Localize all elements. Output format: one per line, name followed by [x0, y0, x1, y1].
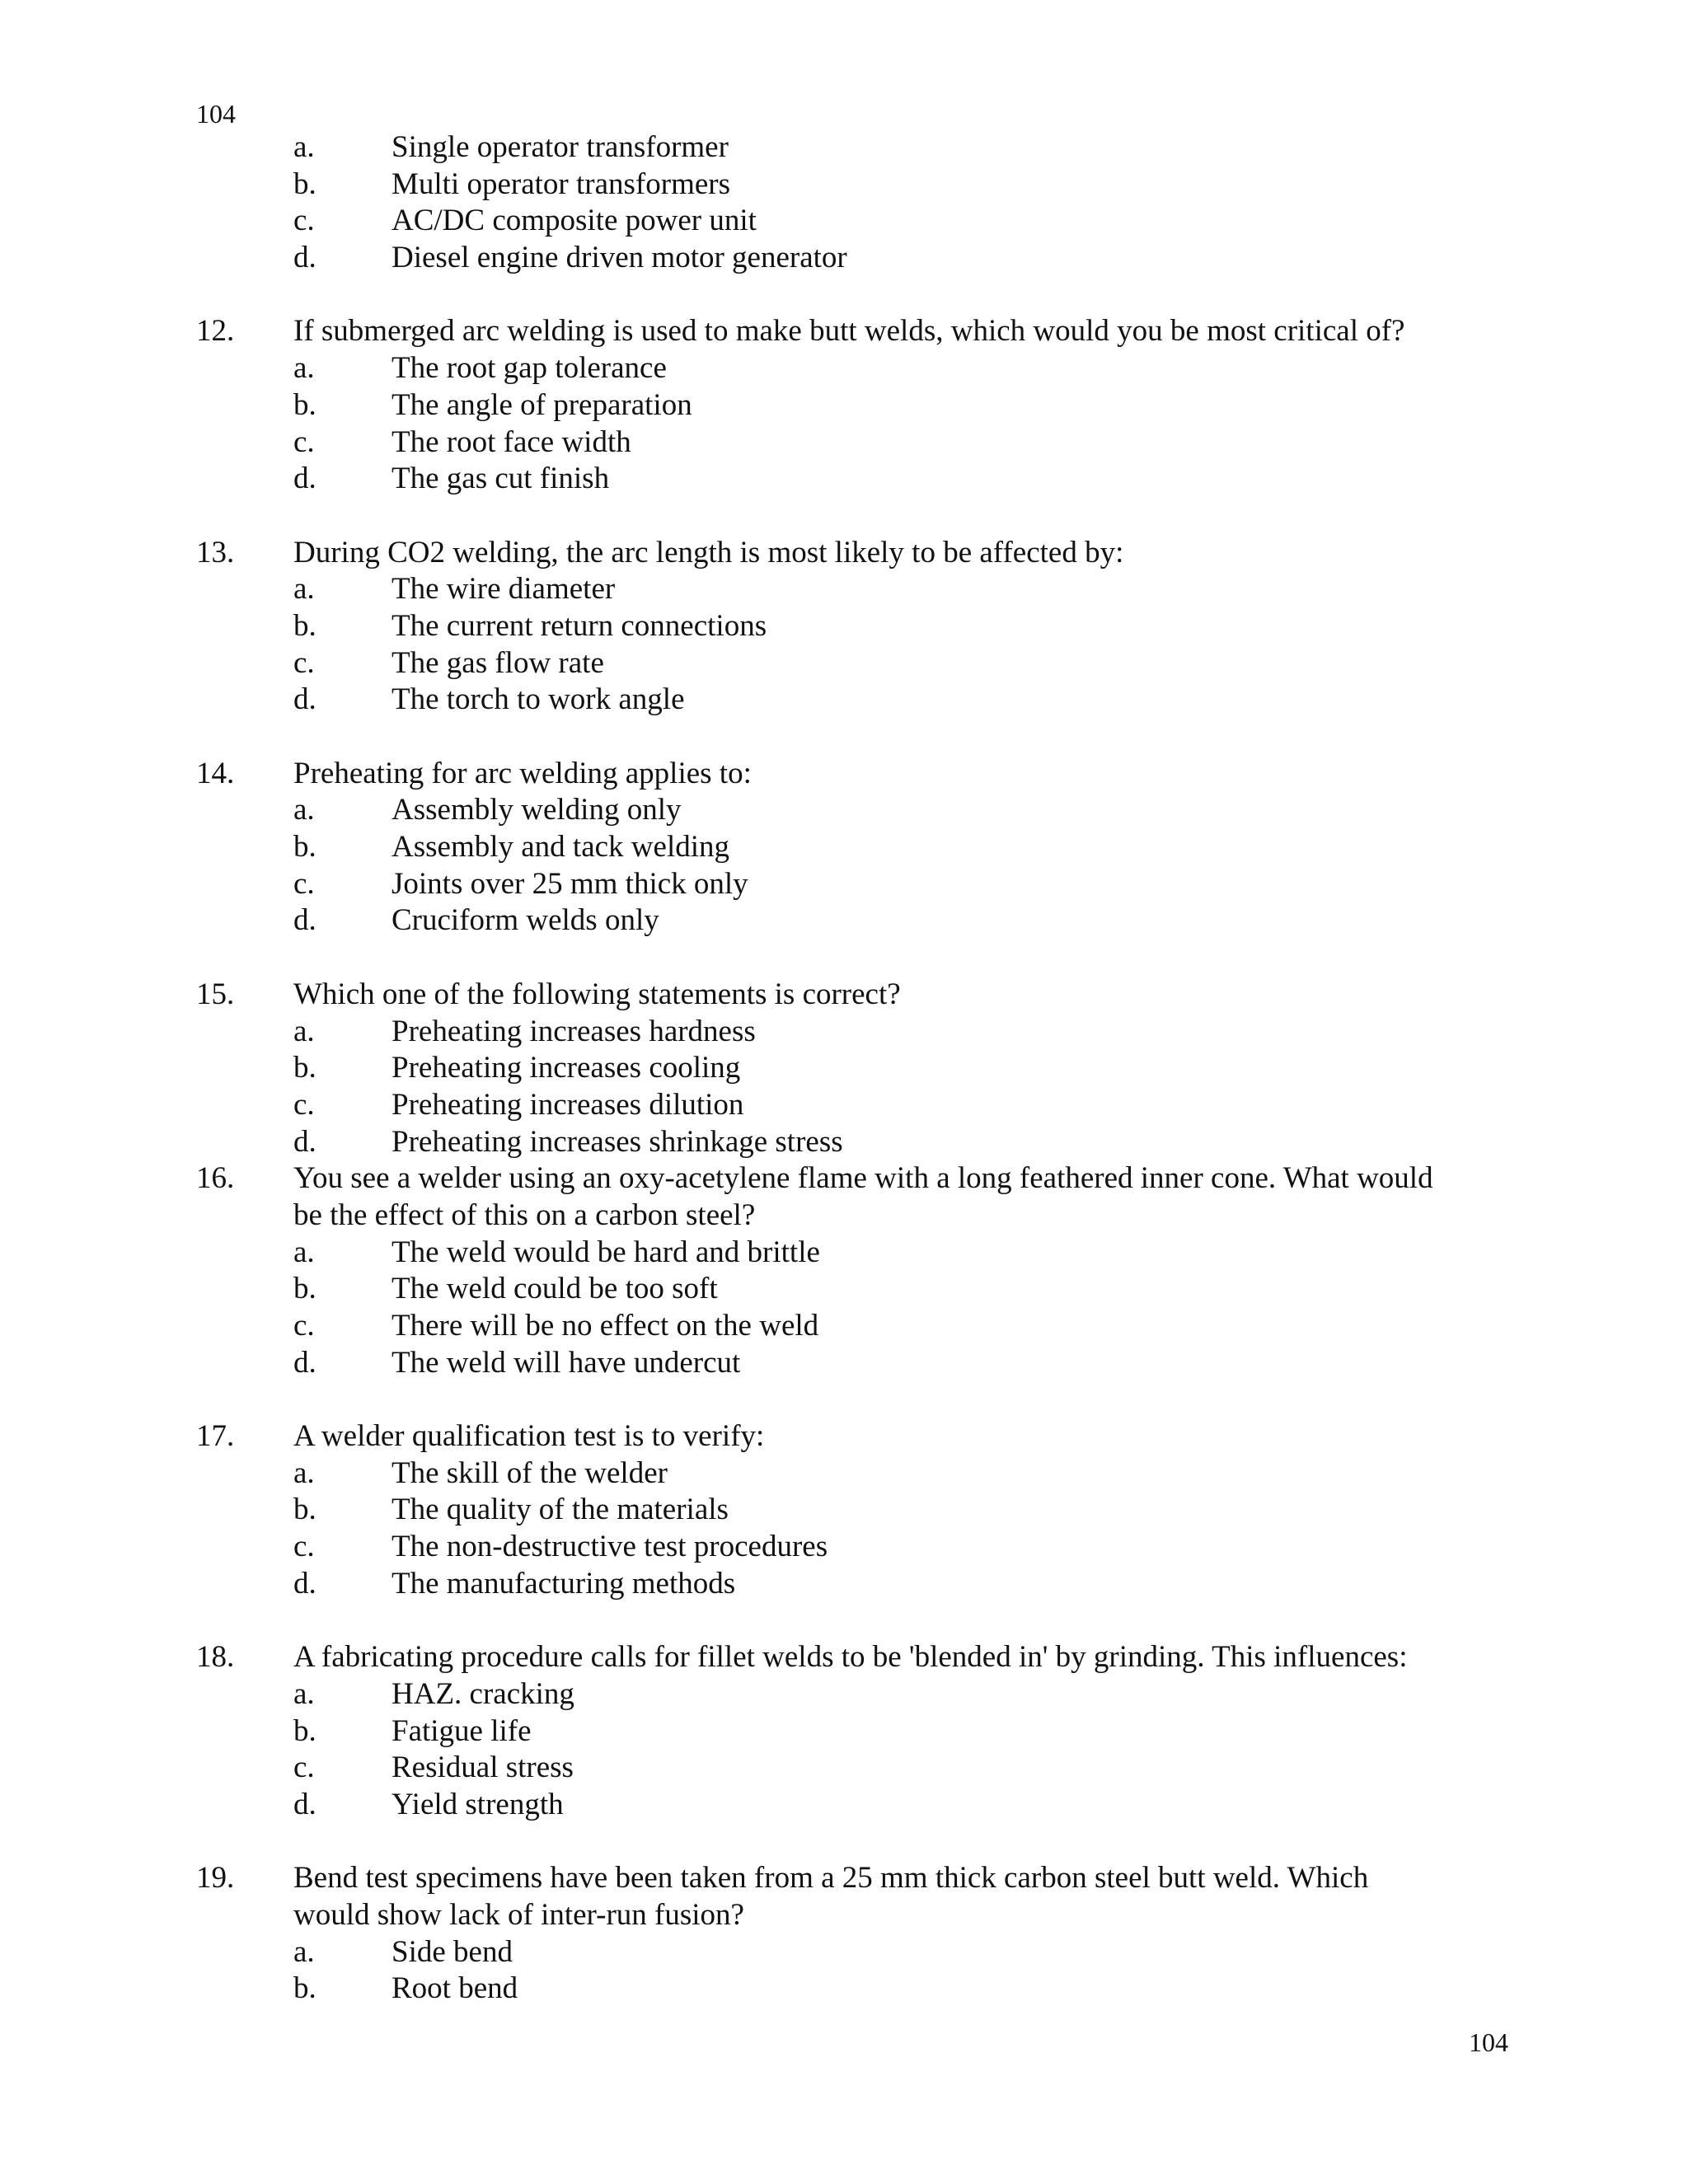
question-text: A fabricating procedure calls for fillet welds to be 'blended in' by grinding. This influences: — [293, 1640, 1408, 1675]
question-spacer — [196, 277, 1515, 314]
option-letter: a. — [293, 130, 315, 164]
continued-options — [196, 129, 1515, 277]
option-text: Preheating increases cooling — [392, 1051, 741, 1085]
option-text: The gas cut finish — [392, 462, 610, 496]
question-spacer — [196, 1603, 1515, 1640]
option-letter: d. — [293, 1566, 316, 1601]
answer-option — [196, 1787, 1515, 1824]
question-spacer — [196, 719, 1515, 756]
option-letter: b. — [293, 608, 316, 643]
answer-option — [196, 1345, 1515, 1382]
option-letter: c. — [293, 866, 315, 901]
question-stem — [196, 1639, 1515, 1676]
option-text: HAZ. cracking — [392, 1676, 574, 1711]
answer-option — [196, 424, 1515, 462]
question-stem — [196, 756, 1515, 793]
option-text: Yield strength — [392, 1787, 564, 1821]
answer-option — [196, 203, 1515, 240]
question-spacer — [196, 1824, 1515, 1861]
answer-option — [196, 1934, 1515, 1971]
option-letter: c. — [293, 1530, 315, 1564]
option-letter: d. — [293, 1124, 316, 1159]
option-text: The torch to work angle — [392, 682, 685, 717]
option-letter: a. — [293, 572, 315, 607]
option-text: The skill of the welder — [392, 1455, 668, 1490]
option-letter: a. — [293, 1235, 315, 1269]
option-text: Multi operator transformers — [392, 166, 730, 201]
option-letter: d. — [293, 682, 316, 717]
question-stem — [196, 1160, 1515, 1234]
option-text: Preheating increases hardness — [392, 1014, 756, 1048]
answer-option — [196, 1676, 1515, 1713]
question-stem — [196, 977, 1515, 1014]
answer-option — [196, 866, 1515, 903]
option-text: There will be no effect on the weld — [392, 1309, 819, 1343]
option-letter: d. — [293, 903, 316, 938]
answer-option — [196, 1124, 1515, 1161]
option-text: The weld will have undercut — [392, 1345, 741, 1380]
question-text: During CO2 welding, the arc length is most likely to be affected by: — [293, 535, 1124, 569]
answer-option — [196, 1529, 1515, 1566]
option-text: Side bend — [392, 1934, 513, 1969]
answer-option — [196, 1050, 1515, 1087]
option-letter: d. — [293, 1345, 316, 1380]
answer-option — [196, 1455, 1515, 1493]
option-letter: b. — [293, 1713, 316, 1748]
answer-option — [196, 461, 1515, 498]
option-letter: d. — [293, 1787, 316, 1821]
question-number: 15. — [196, 977, 235, 1011]
questions-container — [196, 277, 1515, 2008]
option-letter: b. — [293, 1272, 316, 1306]
option-text: The angle of preparation — [392, 387, 692, 422]
question-item — [196, 940, 1515, 1160]
question-number: 17. — [196, 1419, 235, 1454]
page-number-top: 104 — [196, 99, 236, 129]
question-spacer — [196, 1381, 1515, 1418]
answer-option — [196, 166, 1515, 204]
question-text: Which one of the following statements is correct? — [293, 977, 901, 1011]
answer-option — [196, 645, 1515, 682]
answer-option — [196, 829, 1515, 866]
option-text: AC/DC composite power unit — [392, 204, 757, 238]
option-text: The wire diameter — [392, 572, 616, 607]
question-text: A welder qualification test is to verify: — [293, 1419, 765, 1454]
option-letter: c. — [293, 424, 315, 459]
page-number-bottom: 104 — [1469, 2027, 1508, 2057]
question-item — [196, 1160, 1515, 1381]
option-letter: a. — [293, 1455, 315, 1490]
answer-option — [196, 1087, 1515, 1124]
question-spacer — [196, 940, 1515, 977]
option-letter: c. — [293, 1309, 315, 1343]
answer-option — [196, 1014, 1515, 1051]
answer-option — [196, 1271, 1515, 1308]
question-stem — [196, 1418, 1515, 1455]
answer-option — [196, 1971, 1515, 2008]
option-letter: b. — [293, 1493, 316, 1527]
answer-option — [196, 1492, 1515, 1529]
option-text: The current return connections — [392, 608, 767, 643]
option-text: The gas flow rate — [392, 645, 604, 680]
option-text: The root gap tolerance — [392, 351, 667, 386]
answer-option — [196, 1566, 1515, 1603]
question-number: 14. — [196, 756, 235, 790]
question-number: 16. — [196, 1161, 235, 1196]
option-text: The weld would be hard and brittle — [392, 1235, 820, 1269]
option-letter: b. — [293, 830, 316, 865]
question-stem — [196, 1860, 1515, 1933]
option-text: The root face width — [392, 424, 631, 459]
answer-option — [196, 387, 1515, 424]
option-text: Single operator transformer — [392, 130, 729, 164]
option-letter: d. — [293, 462, 316, 496]
option-letter: a. — [293, 793, 315, 827]
question-text: You see a welder using an oxy-acetylene flame with a long feathered inner cone. What would — [293, 1161, 1433, 1196]
question-item — [196, 719, 1515, 940]
option-letter: a. — [293, 1934, 315, 1969]
option-text: Fatigue life — [392, 1713, 532, 1748]
question-stem — [196, 535, 1515, 572]
question-text: If submerged arc welding is used to make butt welds, which would you be most critical of? — [293, 314, 1405, 349]
question-list — [196, 129, 1515, 2008]
answer-option — [196, 1713, 1515, 1750]
answer-option — [196, 792, 1515, 829]
question-text: Bend test specimens have been taken from a 25 mm thick carbon steel butt weld. Which — [293, 1861, 1369, 1896]
option-text: Assembly welding only — [392, 793, 682, 827]
answer-option — [196, 1750, 1515, 1787]
question-spacer — [196, 498, 1515, 535]
question-text: would show lack of inter-run fusion? — [293, 1898, 744, 1932]
question-item — [196, 498, 1515, 719]
question-item — [196, 1603, 1515, 1824]
option-letter: b. — [293, 387, 316, 422]
question-item — [196, 1824, 1515, 2008]
option-letter: a. — [293, 1676, 315, 1711]
question-item — [196, 1381, 1515, 1602]
option-text: Preheating increases shrinkage stress — [392, 1124, 843, 1159]
option-text: The weld could be too soft — [392, 1272, 718, 1306]
question-stem — [196, 313, 1515, 350]
answer-option — [196, 608, 1515, 645]
answer-option — [196, 240, 1515, 277]
option-text: The manufacturing methods — [392, 1566, 736, 1601]
option-text: Cruciform welds only — [392, 903, 659, 938]
question-text: Preheating for arc welding applies to: — [293, 756, 752, 790]
option-letter: d. — [293, 241, 316, 275]
option-text: Joints over 25 mm thick only — [392, 866, 748, 901]
option-letter: b. — [293, 166, 316, 201]
answer-option — [196, 902, 1515, 940]
answer-option — [196, 350, 1515, 387]
answer-option — [196, 1308, 1515, 1345]
question-number: 13. — [196, 535, 235, 569]
option-text: The non-destructive test procedures — [392, 1530, 828, 1564]
option-text: The quality of the materials — [392, 1493, 729, 1527]
answer-option — [196, 571, 1515, 608]
answer-option — [196, 1235, 1515, 1272]
option-letter: c. — [293, 1750, 315, 1785]
option-letter: c. — [293, 204, 315, 238]
question-number: 18. — [196, 1640, 235, 1675]
question-item — [196, 277, 1515, 498]
option-text: Diesel engine driven motor generator — [392, 241, 847, 275]
question-number: 12. — [196, 314, 235, 349]
option-text: Preheating increases dilution — [392, 1087, 744, 1122]
option-letter: a. — [293, 351, 315, 386]
option-text: Root bend — [392, 1971, 518, 2006]
option-letter: a. — [293, 1014, 315, 1048]
option-letter: b. — [293, 1051, 316, 1085]
question-text: be the effect of this on a carbon steel? — [293, 1197, 756, 1232]
option-text: Assembly and tack welding — [392, 830, 729, 865]
option-letter: b. — [293, 1971, 316, 2006]
option-letter: c. — [293, 645, 315, 680]
question-number: 19. — [196, 1861, 235, 1896]
option-letter: c. — [293, 1087, 315, 1122]
option-text: Residual stress — [392, 1750, 574, 1785]
answer-option — [196, 129, 1515, 166]
answer-option — [196, 682, 1515, 719]
